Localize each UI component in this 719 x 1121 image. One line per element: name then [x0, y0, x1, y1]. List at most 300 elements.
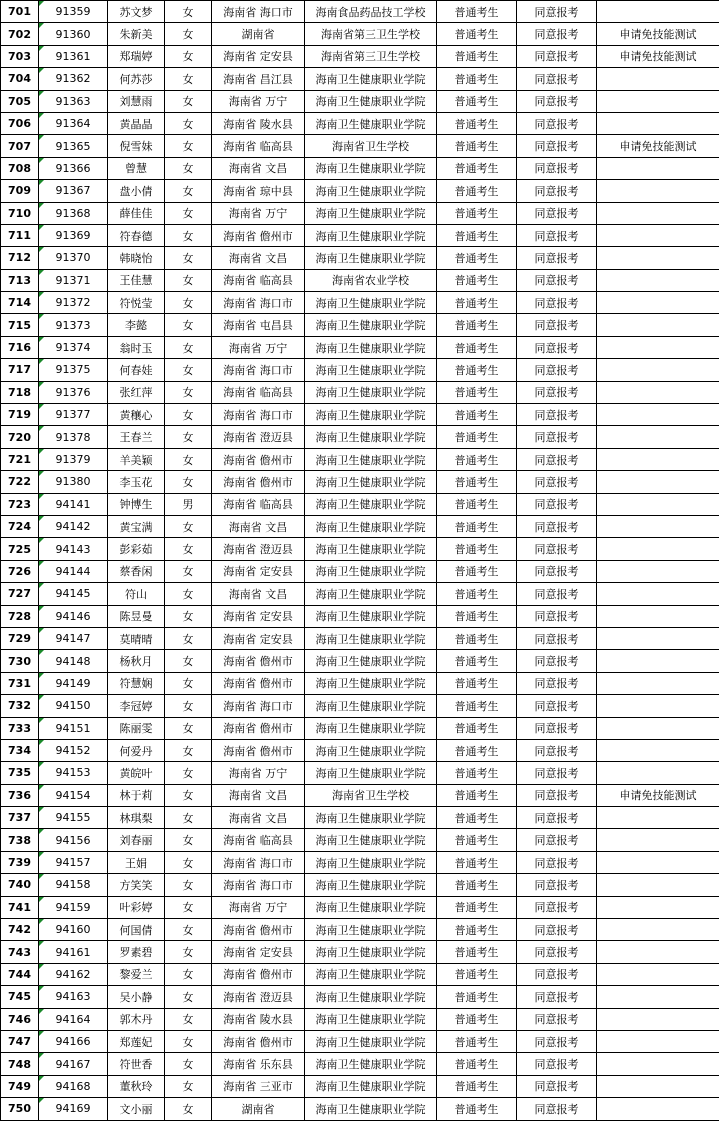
- name-cell: 符山: [108, 583, 165, 605]
- seq-cell: 726: [1, 560, 39, 582]
- gender-cell: 女: [165, 426, 212, 448]
- seq-cell: 745: [1, 986, 39, 1008]
- school-cell: 海南卫生健康职业学院: [305, 739, 437, 761]
- remark-cell: [597, 874, 719, 896]
- seq-cell: 748: [1, 1053, 39, 1075]
- gender-cell: 女: [165, 1030, 212, 1052]
- seq-cell: 737: [1, 807, 39, 829]
- table-row: [1, 224, 719, 246]
- school-cell: 海南卫生健康职业学院: [305, 627, 437, 649]
- exam-id-cell: 91376: [39, 381, 108, 403]
- status-cell: 同意报考: [517, 180, 597, 202]
- category-cell: 普通考生: [437, 493, 517, 515]
- exam-id-cell: 91365: [39, 135, 108, 157]
- seq-cell: 744: [1, 963, 39, 985]
- remark-cell: [597, 1030, 719, 1052]
- gender-cell: 女: [165, 359, 212, 381]
- gender-cell: 女: [165, 739, 212, 761]
- name-cell: 苏文梦: [108, 1, 165, 23]
- gender-cell: 女: [165, 269, 212, 291]
- remark-cell: [597, 1008, 719, 1030]
- origin-cell: 海南省 临高县: [212, 381, 305, 403]
- name-cell: 黄宝满: [108, 515, 165, 537]
- school-cell: 海南卫生健康职业学院: [305, 919, 437, 941]
- name-cell: 陈丽雯: [108, 717, 165, 739]
- gender-cell: 女: [165, 851, 212, 873]
- gender-cell: 女: [165, 896, 212, 918]
- origin-cell: 海南省 临高县: [212, 493, 305, 515]
- seq-cell: 718: [1, 381, 39, 403]
- table-row: [1, 90, 719, 112]
- remark-cell: [597, 963, 719, 985]
- status-cell: 同意报考: [517, 426, 597, 448]
- category-cell: 普通考生: [437, 336, 517, 358]
- table-row: [1, 68, 719, 90]
- school-cell: 海南卫生健康职业学院: [305, 986, 437, 1008]
- category-cell: 普通考生: [437, 896, 517, 918]
- table-row: [1, 23, 719, 45]
- origin-cell: 海南省 文昌: [212, 247, 305, 269]
- origin-cell: 海南省 屯昌县: [212, 314, 305, 336]
- status-cell: 同意报考: [517, 762, 597, 784]
- exam-id-cell: 91364: [39, 112, 108, 134]
- school-cell: 海南卫生健康职业学院: [305, 807, 437, 829]
- table-body: [1, 1, 719, 1121]
- status-cell: 同意报考: [517, 23, 597, 45]
- school-cell: 海南卫生健康职业学院: [305, 717, 437, 739]
- remark-cell: [597, 112, 719, 134]
- origin-cell: 海南省 昌江县: [212, 68, 305, 90]
- school-cell: 海南卫生健康职业学院: [305, 874, 437, 896]
- remark-cell: [597, 1075, 719, 1097]
- category-cell: 普通考生: [437, 941, 517, 963]
- gender-cell: 女: [165, 650, 212, 672]
- gender-cell: 女: [165, 538, 212, 560]
- school-cell: 海南卫生健康职业学院: [305, 515, 437, 537]
- school-cell: 海南卫生健康职业学院: [305, 314, 437, 336]
- table-row: [1, 1075, 719, 1097]
- status-cell: 同意报考: [517, 627, 597, 649]
- origin-cell: 海南省 定安县: [212, 941, 305, 963]
- seq-cell: 702: [1, 23, 39, 45]
- seq-cell: 705: [1, 90, 39, 112]
- table-row: [1, 45, 719, 67]
- table-row: [1, 426, 719, 448]
- status-cell: 同意报考: [517, 247, 597, 269]
- category-cell: 普通考生: [437, 650, 517, 672]
- origin-cell: 海南省 琼中县: [212, 180, 305, 202]
- exam-id-cell: 94145: [39, 583, 108, 605]
- exam-id-cell: 94163: [39, 986, 108, 1008]
- category-cell: 普通考生: [437, 448, 517, 470]
- exam-id-cell: 94152: [39, 739, 108, 761]
- category-cell: 普通考生: [437, 627, 517, 649]
- exam-id-cell: 91367: [39, 180, 108, 202]
- seq-cell: 739: [1, 851, 39, 873]
- gender-cell: 女: [165, 807, 212, 829]
- table-row: [1, 359, 719, 381]
- gender-cell: 女: [165, 829, 212, 851]
- gender-cell: 女: [165, 247, 212, 269]
- table-row: [1, 851, 719, 873]
- remark-cell: [597, 202, 719, 224]
- school-cell: 海南卫生健康职业学院: [305, 963, 437, 985]
- name-cell: 杨秋月: [108, 650, 165, 672]
- name-cell: 刘慧雨: [108, 90, 165, 112]
- origin-cell: 海南省 澄迈县: [212, 538, 305, 560]
- gender-cell: 女: [165, 627, 212, 649]
- seq-cell: 730: [1, 650, 39, 672]
- school-cell: 海南卫生健康职业学院: [305, 247, 437, 269]
- table-row: [1, 919, 719, 941]
- remark-cell: [597, 672, 719, 694]
- seq-cell: 735: [1, 762, 39, 784]
- remark-cell: [597, 180, 719, 202]
- school-cell: 海南卫生健康职业学院: [305, 202, 437, 224]
- category-cell: 普通考生: [437, 672, 517, 694]
- origin-cell: 海南省 文昌: [212, 784, 305, 806]
- gender-cell: 男: [165, 493, 212, 515]
- category-cell: 普通考生: [437, 515, 517, 537]
- gender-cell: 女: [165, 45, 212, 67]
- gender-cell: 女: [165, 1053, 212, 1075]
- status-cell: 同意报考: [517, 1098, 597, 1120]
- remark-cell: [597, 224, 719, 246]
- table-row: [1, 292, 719, 314]
- table-row: [1, 1053, 719, 1075]
- table-row: [1, 605, 719, 627]
- category-cell: 普通考生: [437, 784, 517, 806]
- gender-cell: 女: [165, 448, 212, 470]
- remark-cell: [597, 829, 719, 851]
- status-cell: 同意报考: [517, 583, 597, 605]
- origin-cell: 海南省 澄迈县: [212, 986, 305, 1008]
- name-cell: 方笑笑: [108, 874, 165, 896]
- school-cell: 海南卫生健康职业学院: [305, 583, 437, 605]
- school-cell: 海南卫生健康职业学院: [305, 90, 437, 112]
- seq-cell: 708: [1, 157, 39, 179]
- table-row: [1, 314, 719, 336]
- status-cell: 同意报考: [517, 381, 597, 403]
- school-cell: 海南卫生健康职业学院: [305, 157, 437, 179]
- exam-id-cell: 94146: [39, 605, 108, 627]
- gender-cell: 女: [165, 919, 212, 941]
- status-cell: 同意报考: [517, 292, 597, 314]
- exam-id-cell: 91378: [39, 426, 108, 448]
- category-cell: 普通考生: [437, 695, 517, 717]
- gender-cell: 女: [165, 515, 212, 537]
- school-cell: 海南卫生健康职业学院: [305, 224, 437, 246]
- exam-id-cell: 91362: [39, 68, 108, 90]
- gender-cell: 女: [165, 1075, 212, 1097]
- table-row: [1, 247, 719, 269]
- table-row: [1, 135, 719, 157]
- school-cell: 海南卫生健康职业学院: [305, 1098, 437, 1120]
- seq-cell: 703: [1, 45, 39, 67]
- origin-cell: 海南省 陵水县: [212, 112, 305, 134]
- gender-cell: 女: [165, 68, 212, 90]
- name-cell: 黎爱兰: [108, 963, 165, 985]
- seq-cell: 716: [1, 336, 39, 358]
- category-cell: 普通考生: [437, 605, 517, 627]
- name-cell: 符悦莹: [108, 292, 165, 314]
- school-cell: 海南卫生健康职业学院: [305, 560, 437, 582]
- status-cell: 同意报考: [517, 359, 597, 381]
- seq-cell: 729: [1, 627, 39, 649]
- remark-cell: [597, 1053, 719, 1075]
- seq-cell: 722: [1, 471, 39, 493]
- name-cell: 符世香: [108, 1053, 165, 1075]
- origin-cell: 海南省 海口市: [212, 1, 305, 23]
- remark-cell: [597, 314, 719, 336]
- school-cell: 海南卫生健康职业学院: [305, 941, 437, 963]
- gender-cell: 女: [165, 1008, 212, 1030]
- name-cell: 陈昱曼: [108, 605, 165, 627]
- school-cell: 海南食品药品技工学校: [305, 1, 437, 23]
- school-cell: 海南卫生健康职业学院: [305, 1053, 437, 1075]
- category-cell: 普通考生: [437, 359, 517, 381]
- origin-cell: 海南省 定安县: [212, 560, 305, 582]
- origin-cell: 海南省 万宁: [212, 202, 305, 224]
- gender-cell: 女: [165, 784, 212, 806]
- category-cell: 普通考生: [437, 1030, 517, 1052]
- seq-cell: 704: [1, 68, 39, 90]
- status-cell: 同意报考: [517, 269, 597, 291]
- table-row: [1, 807, 719, 829]
- name-cell: 盘小倩: [108, 180, 165, 202]
- school-cell: 海南卫生健康职业学院: [305, 851, 437, 873]
- category-cell: 普通考生: [437, 224, 517, 246]
- gender-cell: 女: [165, 963, 212, 985]
- category-cell: 普通考生: [437, 426, 517, 448]
- name-cell: 郑莲妃: [108, 1030, 165, 1052]
- gender-cell: 女: [165, 112, 212, 134]
- school-cell: 海南卫生健康职业学院: [305, 538, 437, 560]
- name-cell: 倪雪妹: [108, 135, 165, 157]
- school-cell: 海南卫生健康职业学院: [305, 762, 437, 784]
- exam-id-cell: 94159: [39, 896, 108, 918]
- exam-id-cell: 94143: [39, 538, 108, 560]
- category-cell: 普通考生: [437, 963, 517, 985]
- gender-cell: 女: [165, 23, 212, 45]
- exam-id-cell: 91366: [39, 157, 108, 179]
- remark-cell: [597, 717, 719, 739]
- remark-cell: [597, 560, 719, 582]
- exam-id-cell: 94162: [39, 963, 108, 985]
- category-cell: 普通考生: [437, 381, 517, 403]
- category-cell: 普通考生: [437, 292, 517, 314]
- origin-cell: 海南省 万宁: [212, 896, 305, 918]
- origin-cell: 海南省 儋州市: [212, 672, 305, 694]
- origin-cell: 海南省 海口市: [212, 359, 305, 381]
- origin-cell: 海南省 文昌: [212, 157, 305, 179]
- school-cell: 海南卫生健康职业学院: [305, 1008, 437, 1030]
- origin-cell: 海南省 三亚市: [212, 1075, 305, 1097]
- status-cell: 同意报考: [517, 739, 597, 761]
- name-cell: 符慧娴: [108, 672, 165, 694]
- seq-cell: 750: [1, 1098, 39, 1120]
- gender-cell: 女: [165, 605, 212, 627]
- exam-id-cell: 94151: [39, 717, 108, 739]
- category-cell: 普通考生: [437, 180, 517, 202]
- status-cell: 同意报考: [517, 336, 597, 358]
- status-cell: 同意报考: [517, 493, 597, 515]
- origin-cell: 海南省 临高县: [212, 269, 305, 291]
- status-cell: 同意报考: [517, 68, 597, 90]
- school-cell: 海南卫生健康职业学院: [305, 695, 437, 717]
- exam-id-cell: 94157: [39, 851, 108, 873]
- remark-cell: [597, 695, 719, 717]
- name-cell: 羊美颖: [108, 448, 165, 470]
- origin-cell: 海南省 临高县: [212, 829, 305, 851]
- status-cell: 同意报考: [517, 919, 597, 941]
- remark-cell: [597, 919, 719, 941]
- name-cell: 李冠婷: [108, 695, 165, 717]
- school-cell: 海南卫生健康职业学院: [305, 359, 437, 381]
- name-cell: 莫晴晴: [108, 627, 165, 649]
- seq-cell: 747: [1, 1030, 39, 1052]
- category-cell: 普通考生: [437, 404, 517, 426]
- origin-cell: 海南省 定安县: [212, 605, 305, 627]
- category-cell: 普通考生: [437, 471, 517, 493]
- table-row: [1, 157, 719, 179]
- remark-cell: 申请免技能测试: [597, 23, 719, 45]
- name-cell: 郭木丹: [108, 1008, 165, 1030]
- exam-id-cell: 94154: [39, 784, 108, 806]
- status-cell: 同意报考: [517, 941, 597, 963]
- origin-cell: 海南省 儋州市: [212, 224, 305, 246]
- school-cell: 海南卫生健康职业学院: [305, 180, 437, 202]
- exam-id-cell: 91374: [39, 336, 108, 358]
- remark-cell: [597, 269, 719, 291]
- exam-id-cell: 91369: [39, 224, 108, 246]
- remark-cell: [597, 851, 719, 873]
- origin-cell: 海南省 海口市: [212, 874, 305, 896]
- seq-cell: 723: [1, 493, 39, 515]
- name-cell: 蔡香闲: [108, 560, 165, 582]
- seq-cell: 706: [1, 112, 39, 134]
- exam-id-cell: 94158: [39, 874, 108, 896]
- gender-cell: 女: [165, 157, 212, 179]
- seq-cell: 721: [1, 448, 39, 470]
- table-row: [1, 784, 719, 806]
- school-cell: 海南省第三卫生学校: [305, 23, 437, 45]
- school-cell: 海南卫生健康职业学院: [305, 112, 437, 134]
- status-cell: 同意报考: [517, 135, 597, 157]
- name-cell: 王娟: [108, 851, 165, 873]
- seq-cell: 714: [1, 292, 39, 314]
- category-cell: 普通考生: [437, 986, 517, 1008]
- status-cell: 同意报考: [517, 605, 597, 627]
- school-cell: 海南卫生健康职业学院: [305, 829, 437, 851]
- name-cell: 文小丽: [108, 1098, 165, 1120]
- table-row: [1, 717, 719, 739]
- remark-cell: [597, 90, 719, 112]
- seq-cell: 713: [1, 269, 39, 291]
- school-cell: 海南卫生健康职业学院: [305, 650, 437, 672]
- table-row: [1, 381, 719, 403]
- remark-cell: [597, 359, 719, 381]
- gender-cell: 女: [165, 180, 212, 202]
- exam-id-cell: 94167: [39, 1053, 108, 1075]
- name-cell: 林于莉: [108, 784, 165, 806]
- category-cell: 普通考生: [437, 157, 517, 179]
- status-cell: 同意报考: [517, 538, 597, 560]
- status-cell: 同意报考: [517, 560, 597, 582]
- remark-cell: 申请免技能测试: [597, 45, 719, 67]
- seq-cell: 719: [1, 404, 39, 426]
- status-cell: 同意报考: [517, 1053, 597, 1075]
- seq-cell: 717: [1, 359, 39, 381]
- table-row: [1, 739, 719, 761]
- seq-cell: 707: [1, 135, 39, 157]
- gender-cell: 女: [165, 90, 212, 112]
- table-row: [1, 336, 719, 358]
- exam-id-cell: 91361: [39, 45, 108, 67]
- table-row: [1, 829, 719, 851]
- category-cell: 普通考生: [437, 45, 517, 67]
- exam-id-cell: 91375: [39, 359, 108, 381]
- remark-cell: [597, 68, 719, 90]
- name-cell: 李懿: [108, 314, 165, 336]
- status-cell: 同意报考: [517, 672, 597, 694]
- category-cell: 普通考生: [437, 739, 517, 761]
- table-row: [1, 627, 719, 649]
- category-cell: 普通考生: [437, 112, 517, 134]
- school-cell: 海南卫生健康职业学院: [305, 336, 437, 358]
- remark-cell: [597, 292, 719, 314]
- table-row: [1, 963, 719, 985]
- table-row: [1, 515, 719, 537]
- name-cell: 王春兰: [108, 426, 165, 448]
- remark-cell: [597, 807, 719, 829]
- category-cell: 普通考生: [437, 314, 517, 336]
- gender-cell: 女: [165, 1, 212, 23]
- seq-cell: 715: [1, 314, 39, 336]
- origin-cell: 海南省 儋州市: [212, 1030, 305, 1052]
- name-cell: 曾慧: [108, 157, 165, 179]
- exam-id-cell: 94153: [39, 762, 108, 784]
- table-row: [1, 695, 719, 717]
- table-row: [1, 583, 719, 605]
- table-row: [1, 1098, 719, 1120]
- gender-cell: 女: [165, 1098, 212, 1120]
- status-cell: 同意报考: [517, 874, 597, 896]
- gender-cell: 女: [165, 135, 212, 157]
- seq-cell: 743: [1, 941, 39, 963]
- category-cell: 普通考生: [437, 1, 517, 23]
- remark-cell: [597, 404, 719, 426]
- status-cell: 同意报考: [517, 963, 597, 985]
- exam-id-cell: 94149: [39, 672, 108, 694]
- status-cell: 同意报考: [517, 157, 597, 179]
- table-row: [1, 112, 719, 134]
- school-cell: 海南卫生健康职业学院: [305, 1030, 437, 1052]
- remark-cell: [597, 941, 719, 963]
- school-cell: 海南卫生健康职业学院: [305, 471, 437, 493]
- exam-id-cell: 94148: [39, 650, 108, 672]
- category-cell: 普通考生: [437, 23, 517, 45]
- exam-id-cell: 94160: [39, 919, 108, 941]
- gender-cell: 女: [165, 381, 212, 403]
- remark-cell: [597, 986, 719, 1008]
- category-cell: 普通考生: [437, 851, 517, 873]
- gender-cell: 女: [165, 672, 212, 694]
- category-cell: 普通考生: [437, 90, 517, 112]
- remark-cell: [597, 605, 719, 627]
- remark-cell: [597, 896, 719, 918]
- exam-id-cell: 91379: [39, 448, 108, 470]
